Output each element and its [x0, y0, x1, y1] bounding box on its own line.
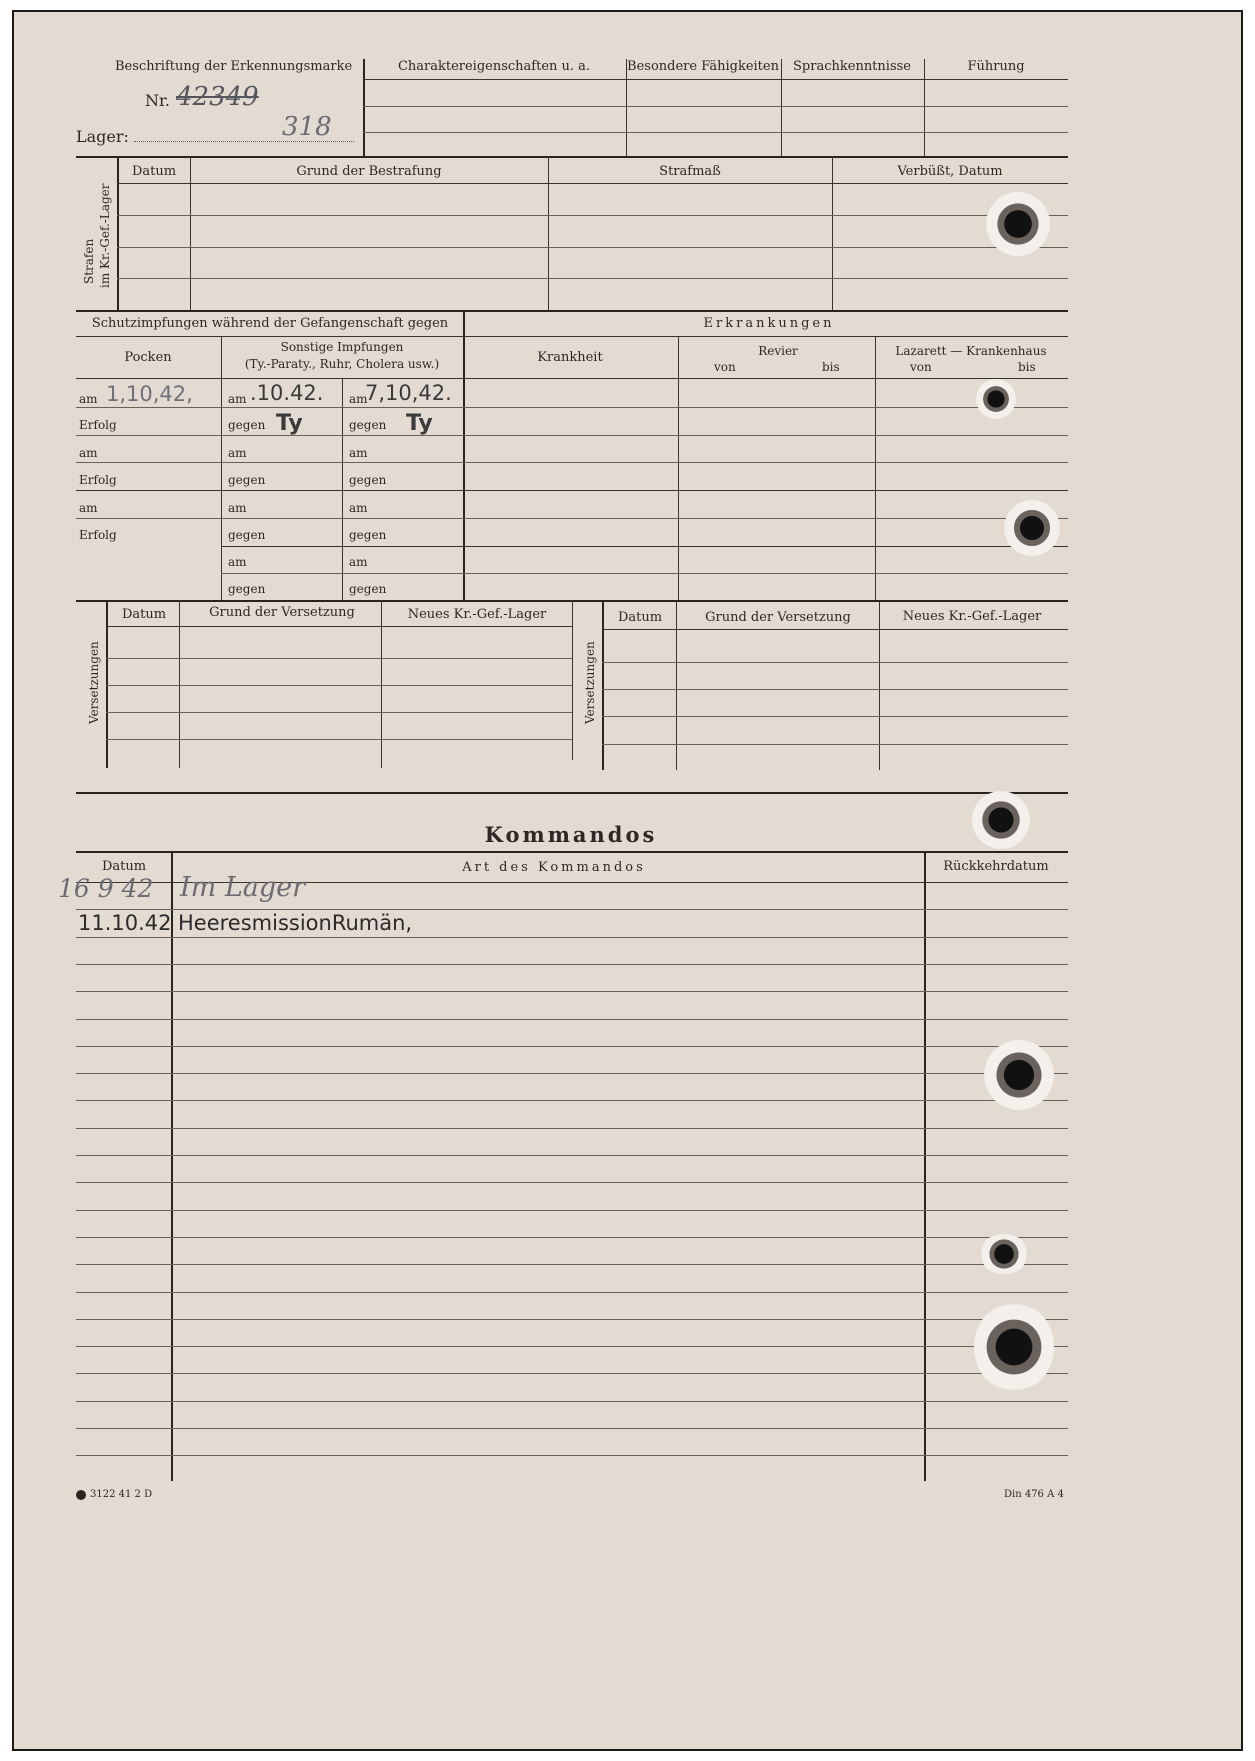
pocken-am-1: am	[79, 392, 98, 406]
impf2-am-2: am	[349, 446, 368, 460]
record-card-sheet	[12, 10, 1243, 1751]
col-faehigkeiten: Besondere Fähigkeiten	[627, 59, 779, 74]
erk-col-krankheit: Krankheit	[537, 350, 603, 365]
kommandos-title: Kommandos	[484, 822, 658, 847]
kommando-rule-line	[76, 1210, 1068, 1211]
kommando-rule-line	[76, 964, 1068, 965]
kommando-rule-line	[76, 1019, 1068, 1020]
impf1-gegen-1: gegen	[228, 418, 266, 432]
impf1-am-1: am	[228, 392, 247, 406]
punch-hole	[984, 1040, 1054, 1110]
erk-revier-bis: bis	[822, 360, 840, 374]
kommandos-col-rueckkehr: Rückkehrdatum	[943, 859, 1049, 874]
vers-left-col-grund: Grund der Versetzung	[209, 605, 355, 620]
versetzungen-side-label-left: Versetzungen	[87, 641, 101, 724]
kommando-rule-line	[76, 1319, 1068, 1320]
impf1-gegen-3: gegen	[228, 528, 266, 542]
kommando-rule-line	[76, 1155, 1068, 1156]
impf1-gegen-stamp: Ty	[276, 411, 303, 436]
pocken-erfolg-3: Erfolg	[79, 528, 117, 542]
kommando-rule-line	[76, 1100, 1068, 1101]
top-divider	[363, 59, 365, 156]
kommando-entry-1-art: Im Lager	[180, 872, 306, 903]
impf1-gegen-2: gegen	[228, 473, 266, 487]
pocken-erfolg-2: Erfolg	[79, 473, 117, 487]
lager-label: Lager:	[76, 127, 129, 146]
punch-hole	[976, 379, 1016, 419]
lager-value: 318	[282, 112, 332, 142]
impf2-gegen-3: gegen	[349, 528, 387, 542]
kommando-rule-line	[76, 1237, 1068, 1238]
erk-col-revier: Revier	[758, 344, 798, 358]
punch-hole	[1004, 500, 1060, 556]
kommando-rule-line	[76, 1073, 1068, 1074]
impf-col-pocken: Pocken	[124, 350, 172, 365]
impf2-gegen-4: gegen	[349, 582, 387, 596]
vers-right-col-neues: Neues Kr.-Gef.-Lager	[902, 609, 1042, 624]
kommando-rule-line	[76, 937, 1068, 938]
kommandos-col-datum: Datum	[101, 859, 147, 874]
col-fuehrung: Führung	[967, 59, 1025, 74]
impf2-am-1: am	[349, 392, 368, 406]
kommando-rule-line	[76, 1292, 1068, 1293]
strafen-side-label-1: Strafen	[82, 238, 96, 284]
vers-right-col-datum: Datum	[617, 610, 663, 625]
pocken-date-stamp: 1,10,42,	[106, 382, 193, 406]
kommando-entry-2-art: HeeresmissionRumän,	[178, 911, 413, 935]
kommando-entry-2-datum: 11.10.42	[78, 911, 172, 935]
kommando-rule-line	[76, 1264, 1068, 1265]
pocken-erfolg-1: Erfolg	[79, 418, 117, 432]
strafen-col-verbuesst: Verbüßt, Datum	[897, 164, 1003, 179]
pocken-am-2: am	[79, 446, 98, 460]
erkennungsmarke-label: Beschriftung der Erkennungsmarke	[115, 59, 353, 74]
nr-label: Nr.	[145, 91, 170, 110]
footer-print-code	[76, 1489, 152, 1500]
erk-col-lazarett: Lazarett — Krankenhaus	[895, 344, 1047, 358]
kommando-rule-line	[76, 1182, 1068, 1183]
erk-revier-von: von	[714, 360, 736, 374]
erk-lazarett-bis: bis	[1018, 360, 1036, 374]
kommando-rule-line	[76, 1128, 1068, 1129]
kommando-rule-line	[76, 1455, 1068, 1456]
impf2-gegen-1: gegen	[349, 418, 387, 432]
kommando-rule-line	[76, 909, 1068, 910]
vers-left-col-datum: Datum	[121, 607, 167, 622]
punch-hole	[974, 1302, 1054, 1392]
impf1-am-4: am	[228, 555, 247, 569]
kommando-rule-line	[76, 991, 1068, 992]
impf2-date-stamp: 7,10,42.	[365, 381, 452, 405]
impf2-gegen-stamp: Ty	[406, 411, 433, 436]
punch-hole	[979, 1234, 1029, 1274]
strafen-col-grund: Grund der Bestrafung	[296, 164, 442, 179]
impf1-am-3: am	[228, 501, 247, 515]
strafen-side-label-2: im Kr.-Gef.-Lager	[98, 183, 112, 288]
footer-din: Din 476 A 4	[1004, 1489, 1064, 1500]
impf2-gegen-2: gegen	[349, 473, 387, 487]
punch-hole	[972, 791, 1030, 849]
impf1-gegen-4: gegen	[228, 582, 266, 596]
impf1-date-stamp: .10.42.	[250, 381, 324, 405]
col-charakter: Charaktereigenschaften u. a.	[397, 59, 591, 74]
impf2-am-3: am	[349, 501, 368, 515]
erk-lazarett-von: von	[910, 360, 932, 374]
impf-col-sonstige-1: Sonstige Impfungen	[280, 340, 404, 354]
impf-col-sonstige-2: (Ty.-Paraty., Ruhr, Cholera usw.)	[244, 357, 440, 371]
kommando-rule-line	[76, 1401, 1068, 1402]
kommando-rule-line	[76, 1428, 1068, 1429]
col-sprachkenntnisse: Sprachkenntnisse	[793, 59, 911, 74]
nr-value: 42349	[176, 82, 259, 112]
impf2-am-4: am	[349, 555, 368, 569]
kommando-rule-line	[76, 1346, 1068, 1347]
vers-right-col-grund: Grund der Versetzung	[705, 610, 851, 625]
erkrankungen-header: Erkrankungen	[703, 316, 835, 331]
vers-left-col-neues: Neues Kr.-Gef.-Lager	[407, 607, 547, 622]
strafen-col-datum: Datum	[131, 164, 177, 179]
kommandos-col-art: Art des Kommandos	[462, 860, 646, 875]
punch-hole	[986, 192, 1050, 256]
strafen-col-strafmass: Strafmaß	[659, 164, 721, 179]
kommando-rule-line	[76, 1046, 1068, 1047]
footer-print-code-text: 3122 41 2 D	[90, 1489, 153, 1500]
pocken-am-3: am	[79, 501, 98, 515]
kommando-entry-1-datum: 16 9 42	[58, 874, 154, 903]
kommando-rule-line	[76, 1373, 1068, 1374]
impf1-am-2: am	[228, 446, 247, 460]
eagle-emblem-icon	[76, 1490, 86, 1500]
impfungen-header: Schutzimpfungen während der Gefangenschaft gegen	[91, 316, 449, 331]
versetzungen-side-label-right: Versetzungen	[583, 641, 597, 724]
